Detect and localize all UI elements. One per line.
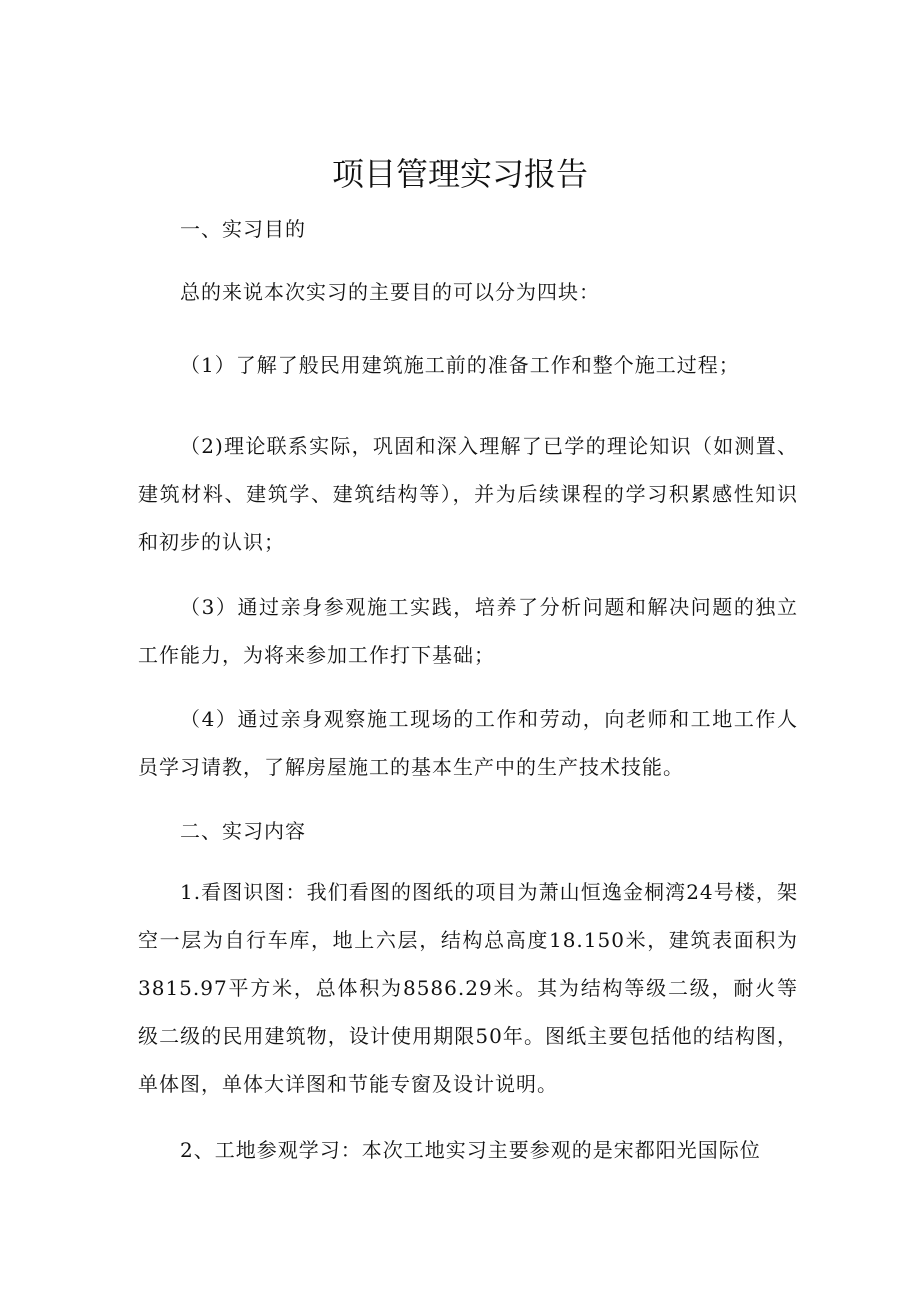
page-title: 项目管理实习报告 [331, 155, 588, 193]
section-heading-purpose: 一、实习目的 [180, 217, 306, 241]
purpose-intro: 总的来说本次实习的主要目的可以分为四块： [180, 280, 600, 304]
content-para-drawings: 1.看图识图：我们看图的图纸的项目为萧山恒逸金桐湾24号楼，架空一层为自行车库，地上六层，结构总高度18.150米，建筑表面积为3815.97平方米，总体积为8586.29米。其为结构等级二级，耐火等级二级的民用建筑物，设计使用期限50年。图纸主要包括他的结构图，单体图，单体大详图和节能专窗及设计说明。 [138, 880, 798, 1096]
purpose-item-3: （3）通过亲身参观施工实践，培养了分析问题和解决问题的独立工作能力，为将来参加工作打下基础； [138, 595, 798, 667]
purpose-item-1: （1）了解了般民用建筑施工前的准备工作和整个施工过程； [180, 353, 740, 377]
section-heading-content: 二、实习内容 [180, 819, 306, 843]
content-para-site-visit: 2、工地参观学习：本次工地实习主要参观的是宋都阳光国际位 [180, 1138, 761, 1162]
purpose-item-4: （4）通过亲身观察施工现场的工作和劳动，向老师和工地工作人员学习请教，了解房屋施工的基本生产中的生产技术技能。 [138, 707, 798, 779]
purpose-item-2: （2)理论联系实际，巩固和深入理解了已学的理论知识（如测置、建筑材料、建筑学、建筑结构等），并为后续课程的学习积累感性知识和初步的认识； [138, 434, 798, 554]
